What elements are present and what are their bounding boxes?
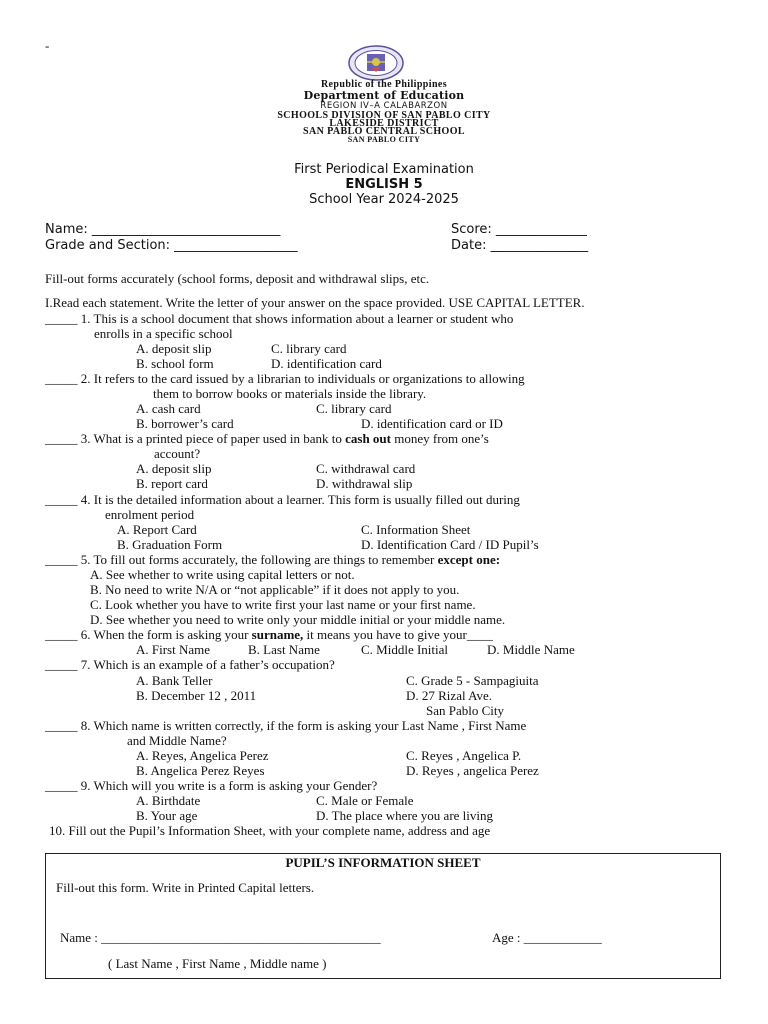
q8-option-a: A. Reyes, Angelica Perez xyxy=(136,748,269,763)
q10-stem: 10. Fill out the Pupil’s Information Sheet, with your complete name, address and age xyxy=(49,823,491,838)
q6-option-a: A. First Name xyxy=(136,642,211,657)
q4-stem-cont: enrolment period xyxy=(105,507,195,522)
q1-option-d: D. identification card xyxy=(271,356,382,371)
q2-option-a: A. cash card xyxy=(136,401,201,416)
q8-option-d: D. Reyes , angelica Perez xyxy=(406,763,539,778)
q9-option-a: A. Birthdate xyxy=(136,793,201,808)
instruction-line: I.Read each statement. Write the letter of your answer on the space provided. USE CAPITAL LETTER. xyxy=(45,295,585,310)
header-district: LAKESIDE DISTRICT xyxy=(329,118,439,129)
score-field[interactable]: Score: ______________ xyxy=(451,222,587,237)
q5-option-c: C. Look whether you have to write first your last name or your first name. xyxy=(90,597,476,612)
info-age-field[interactable]: Age : ____________ xyxy=(492,930,602,945)
q4-option-d: D. Identification Card / ID Pupil’s xyxy=(361,537,539,552)
header-republic: Republic of the Philippines xyxy=(320,79,448,90)
exam-school-year: School Year 2024-2025 xyxy=(309,192,459,207)
q5-option-b: B. No need to write N/A or “not applicable” if it does not apply to you. xyxy=(90,582,460,597)
q2-option-b: B. borrower’s card xyxy=(136,416,234,431)
grade-section-field[interactable]: Grade and Section: ___________________ xyxy=(45,238,298,253)
info-sheet-instruction: Fill-out this form. Write in Printed Capital letters. xyxy=(56,880,315,895)
q3-option-d: D. withdrawal slip xyxy=(316,476,413,491)
exam-subject: ENGLISH 5 xyxy=(345,177,423,192)
header-region: REGION IV–A CALABARZON xyxy=(320,101,448,111)
q3-stem-cont: account? xyxy=(154,446,201,461)
q6-stem: _____ 6. When the form is asking your surname, it means you have to give your____ xyxy=(45,627,493,642)
header-division: SCHOOLS DIVISION OF SAN PABLO CITY xyxy=(277,110,491,121)
q4-option-a: A. Report Card xyxy=(117,522,197,537)
q8-option-c: C. Reyes , Angelica P. xyxy=(406,748,522,763)
corner-mark: - xyxy=(45,38,50,53)
q4-option-b: B. Graduation Form xyxy=(117,537,223,552)
q1-stem: _____ 1. This is a school document that shows information about a learner or student who xyxy=(45,311,514,326)
q6-option-d: D. Middle Name xyxy=(487,642,575,657)
pupil-info-sheet xyxy=(45,853,721,979)
q7-option-c: C. Grade 5 - Sampagiuita xyxy=(406,673,539,688)
q2-option-c: C. library card xyxy=(316,401,392,416)
q3-option-a: A. deposit slip xyxy=(136,461,212,476)
q7-option-d-cont: San Pablo City xyxy=(426,703,505,718)
q6-option-b: B. Last Name xyxy=(248,642,320,657)
q2-option-d: D. identification card or ID xyxy=(361,416,503,431)
q1-option-a: A. deposit slip xyxy=(136,341,212,356)
exam-title: First Periodical Examination xyxy=(294,162,474,177)
q4-stem: _____ 4. It is the detailed information about a learner. This form is usually filled out during xyxy=(45,492,520,507)
q2-stem-cont: them to borrow books or materials inside the library. xyxy=(153,386,427,401)
topic-line: Fill-out forms accurately (school forms, deposit and withdrawal slips, etc. xyxy=(45,271,430,286)
q8-stem-cont: and Middle Name? xyxy=(127,733,227,748)
q5-option-d: D. See whether you need to write only your middle initial or your middle name. xyxy=(90,612,506,627)
q2-stem: _____ 2. It refers to the card issued by a librarian to individuals or organizations to allowing xyxy=(45,371,525,386)
header-school: SAN PABLO CENTRAL SCHOOL xyxy=(303,126,465,137)
q3-option-b: B. report card xyxy=(136,476,208,491)
q8-stem: _____ 8. Which name is written correctly, if the form is asking your Last Name , First Name xyxy=(45,718,527,733)
q7-option-a: A. Bank Teller xyxy=(136,673,213,688)
q9-stem: _____ 9. Which will you write is a form is asking your Gender? xyxy=(45,778,378,793)
q9-option-b: B. Your age xyxy=(136,808,198,823)
info-name-field[interactable]: Name : ___________________________________________ xyxy=(60,930,381,945)
q7-stem: _____ 7. Which is an example of a father’s occupation? xyxy=(45,657,335,672)
info-name-hint: ( Last Name , First Name , Middle name ) xyxy=(108,956,327,971)
date-field[interactable]: Date: _______________ xyxy=(451,238,589,253)
q9-option-d: D. The place where you are living xyxy=(316,808,493,823)
q1-option-b: B. school form xyxy=(136,356,214,371)
info-sheet-title: PUPIL’S INFORMATION SHEET xyxy=(285,855,481,870)
q5-option-a: A. See whether to write using capital letters or not. xyxy=(90,567,355,582)
header-city: SAN PABLO CITY xyxy=(347,135,421,144)
q7-option-d: D. 27 Rizal Ave. xyxy=(406,688,493,703)
q1-stem-cont: enrolls in a specific school xyxy=(94,326,233,341)
name-field[interactable]: Name: _____________________________ xyxy=(45,222,281,237)
q6-option-c: C. Middle Initial xyxy=(361,642,449,657)
q9-option-c: C. Male or Female xyxy=(316,793,414,808)
q3-option-c: C. withdrawal card xyxy=(316,461,416,476)
header-department: Department of Education xyxy=(303,89,465,102)
q5-stem: _____ 5. To fill out forms accurately, the following are things to remember except one: xyxy=(45,552,501,567)
q3-stem: _____ 3. What is a printed piece of paper used in bank to cash out money from one’s xyxy=(45,431,489,446)
q8-option-b: B. Angelica Perez Reyes xyxy=(136,763,265,778)
q4-option-c: C. Information Sheet xyxy=(361,522,471,537)
q7-option-b: B. December 12 , 2011 xyxy=(136,688,257,703)
q1-option-c: C. library card xyxy=(271,341,347,356)
deped-seal-icon xyxy=(347,45,405,81)
